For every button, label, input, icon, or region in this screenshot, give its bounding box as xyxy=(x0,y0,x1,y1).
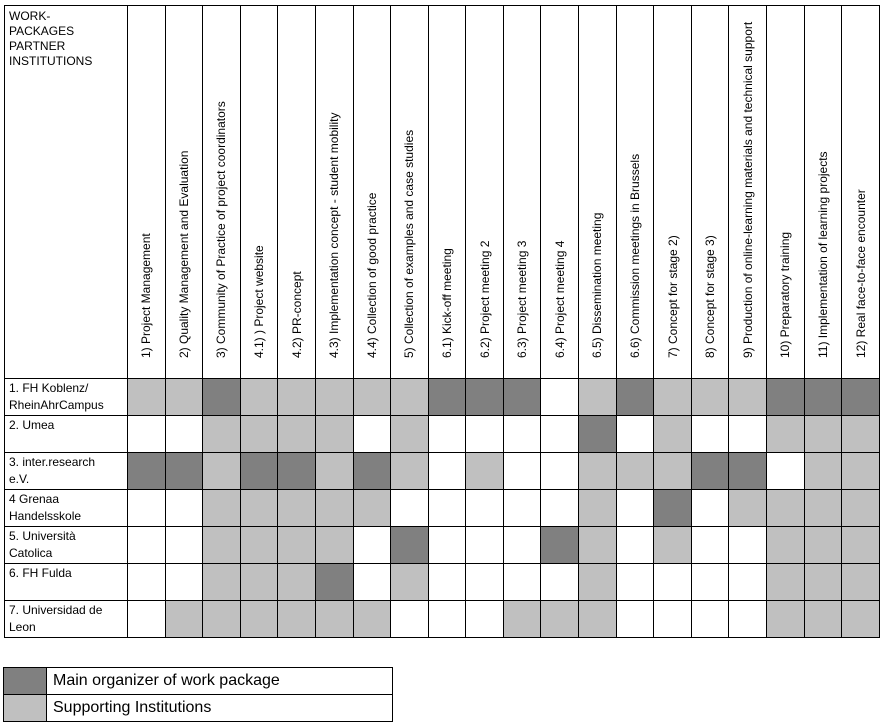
matrix-body xyxy=(5,379,880,638)
participation-cell-support xyxy=(391,564,429,601)
participation-cell-none xyxy=(616,564,654,601)
participation-cell-support xyxy=(353,601,391,638)
work-package-header xyxy=(616,6,654,379)
work-package-label: 3) Community of Practice of project coordinators xyxy=(214,101,229,358)
work-package-header xyxy=(541,6,579,379)
participation-cell-none xyxy=(127,490,165,527)
participation-cell-none xyxy=(729,416,767,453)
work-package-header xyxy=(165,6,203,379)
participation-cell-support xyxy=(278,416,316,453)
participation-cell-none xyxy=(428,416,466,453)
legend xyxy=(3,667,393,722)
work-package-label: 6.4) Project meeting 4 xyxy=(552,240,567,358)
participation-cell-support xyxy=(203,564,241,601)
work-package-header xyxy=(315,6,353,379)
participation-cell-none xyxy=(541,416,579,453)
participation-cell-support xyxy=(842,453,880,490)
participation-cell-support xyxy=(278,601,316,638)
participation-cell-none xyxy=(691,601,729,638)
participation-cell-support xyxy=(842,490,880,527)
participation-cell-support xyxy=(240,416,278,453)
participation-cell-support xyxy=(315,490,353,527)
work-package-label: 4.2) PR-concept xyxy=(289,271,304,358)
participation-cell-main xyxy=(842,379,880,416)
participation-cell-main xyxy=(804,379,842,416)
participation-cell-support xyxy=(541,601,579,638)
participation-cell-main xyxy=(691,453,729,490)
partner-row xyxy=(5,490,880,527)
participation-cell-main xyxy=(278,453,316,490)
participation-cell-support xyxy=(616,453,654,490)
participation-cell-support xyxy=(315,601,353,638)
work-package-header xyxy=(391,6,429,379)
participation-cell-none xyxy=(428,564,466,601)
participation-cell-none xyxy=(127,416,165,453)
participation-cell-support xyxy=(315,527,353,564)
participation-cell-support xyxy=(353,379,391,416)
participation-cell-none xyxy=(616,601,654,638)
participation-cell-support xyxy=(315,379,353,416)
participation-cell-support xyxy=(203,601,241,638)
participation-cell-support xyxy=(804,564,842,601)
work-package-label: 1) Project Management xyxy=(139,233,154,358)
partner-name: 1. FH Koblenz/ RheinAhrCampus xyxy=(5,379,128,416)
participation-cell-support xyxy=(278,379,316,416)
partner-name: 6. FH Fulda xyxy=(5,564,128,601)
work-package-label: 4.4) Collection of good practice xyxy=(364,192,379,358)
participation-cell-none xyxy=(127,601,165,638)
legend-swatch-support xyxy=(4,695,47,722)
work-package-matrix xyxy=(4,5,880,638)
participation-cell-none xyxy=(503,490,541,527)
work-package-header xyxy=(804,6,842,379)
participation-cell-main xyxy=(240,453,278,490)
work-package-label: 5) Collection of examples and case studies xyxy=(402,129,417,358)
legend-label-support: Supporting Institutions xyxy=(47,695,393,722)
participation-cell-support xyxy=(579,564,617,601)
partner-name: 2. Umea xyxy=(5,416,128,453)
work-package-label: 11) Implementation of learning projects xyxy=(815,151,830,358)
legend-row-main xyxy=(4,668,393,695)
work-package-label: 6.2) Project meeting 2 xyxy=(477,240,492,358)
work-package-header xyxy=(278,6,316,379)
partner-name: 3. inter.research e.V. xyxy=(5,453,128,490)
participation-cell-support xyxy=(654,379,692,416)
participation-cell-support xyxy=(804,601,842,638)
participation-cell-support xyxy=(804,416,842,453)
participation-cell-none xyxy=(165,527,203,564)
participation-cell-support xyxy=(767,527,805,564)
participation-cell-none xyxy=(691,527,729,564)
participation-cell-support xyxy=(842,527,880,564)
participation-cell-support xyxy=(278,564,316,601)
work-package-label: 4.3) Implementation concept - student mobility xyxy=(327,112,342,358)
participation-cell-support xyxy=(278,527,316,564)
participation-cell-none xyxy=(391,601,429,638)
partner-name: 7. Universidad de Leon xyxy=(5,601,128,638)
participation-cell-support xyxy=(804,490,842,527)
participation-cell-support xyxy=(804,527,842,564)
participation-cell-none xyxy=(729,601,767,638)
participation-cell-none xyxy=(428,527,466,564)
participation-cell-support xyxy=(767,564,805,601)
participation-cell-main xyxy=(127,453,165,490)
participation-cell-main xyxy=(466,379,504,416)
work-package-header xyxy=(466,6,504,379)
participation-cell-support xyxy=(165,379,203,416)
participation-cell-support xyxy=(654,453,692,490)
participation-cell-main xyxy=(654,490,692,527)
participation-cell-support xyxy=(804,453,842,490)
participation-cell-main xyxy=(428,379,466,416)
participation-cell-support xyxy=(767,490,805,527)
participation-cell-support xyxy=(503,601,541,638)
participation-cell-support xyxy=(240,601,278,638)
participation-cell-support xyxy=(203,490,241,527)
participation-cell-none xyxy=(353,564,391,601)
participation-cell-main xyxy=(165,453,203,490)
partner-name: 4 Grenaa Handelsskole xyxy=(5,490,128,527)
work-package-header xyxy=(353,6,391,379)
partner-name: 5. Università Catolica xyxy=(5,527,128,564)
participation-cell-none xyxy=(729,564,767,601)
header-row xyxy=(5,6,880,379)
participation-cell-support xyxy=(315,416,353,453)
participation-cell-main xyxy=(353,453,391,490)
participation-cell-none xyxy=(541,564,579,601)
participation-cell-none xyxy=(127,527,165,564)
participation-cell-main xyxy=(315,564,353,601)
participation-cell-support xyxy=(240,379,278,416)
participation-cell-main xyxy=(503,379,541,416)
participation-cell-none xyxy=(691,416,729,453)
participation-cell-support xyxy=(203,416,241,453)
participation-cell-none xyxy=(654,601,692,638)
participation-cell-support xyxy=(729,490,767,527)
participation-cell-support xyxy=(127,379,165,416)
participation-cell-none xyxy=(466,490,504,527)
participation-cell-support xyxy=(691,379,729,416)
participation-cell-none xyxy=(767,453,805,490)
participation-cell-support xyxy=(579,527,617,564)
participation-cell-none xyxy=(428,490,466,527)
participation-cell-none xyxy=(127,564,165,601)
participation-cell-none xyxy=(353,416,391,453)
participation-cell-support xyxy=(579,453,617,490)
participation-cell-support xyxy=(240,490,278,527)
participation-cell-none xyxy=(391,490,429,527)
work-package-header xyxy=(203,6,241,379)
participation-cell-none xyxy=(466,601,504,638)
work-package-header xyxy=(240,6,278,379)
corner-header: WORK- PACKAGES PARTNER INSTITUTIONS xyxy=(5,6,128,379)
participation-cell-support xyxy=(729,379,767,416)
participation-cell-none xyxy=(428,601,466,638)
participation-cell-none xyxy=(428,453,466,490)
work-package-header xyxy=(654,6,692,379)
participation-cell-support xyxy=(579,601,617,638)
work-package-label: 7) Concept for stage 2) xyxy=(665,235,680,358)
participation-cell-support xyxy=(203,527,241,564)
work-package-label: 6.6) Commission meetings in Brussels xyxy=(627,153,642,358)
participation-cell-none xyxy=(616,527,654,564)
work-package-header xyxy=(127,6,165,379)
participation-cell-support xyxy=(579,379,617,416)
participation-cell-none xyxy=(541,379,579,416)
work-package-header xyxy=(691,6,729,379)
participation-cell-support xyxy=(391,453,429,490)
participation-cell-main xyxy=(729,453,767,490)
work-package-header xyxy=(767,6,805,379)
work-package-label: 12) Real face-to-face encounter xyxy=(853,189,868,358)
work-package-header xyxy=(428,6,466,379)
participation-cell-support xyxy=(165,601,203,638)
participation-cell-none xyxy=(466,527,504,564)
participation-cell-support xyxy=(767,601,805,638)
participation-cell-main xyxy=(767,379,805,416)
work-package-label: 6.5) Dissemination meeting xyxy=(590,212,605,358)
participation-cell-none xyxy=(165,416,203,453)
work-package-header xyxy=(842,6,880,379)
participation-cell-none xyxy=(466,416,504,453)
participation-cell-support xyxy=(767,416,805,453)
work-package-label: 6.1) Kick-off meeting xyxy=(440,248,454,358)
participation-cell-support xyxy=(240,527,278,564)
participation-cell-none xyxy=(503,453,541,490)
partner-row xyxy=(5,564,880,601)
work-package-header xyxy=(579,6,617,379)
participation-cell-support xyxy=(391,379,429,416)
work-package-header xyxy=(729,6,767,379)
participation-cell-none xyxy=(541,490,579,527)
participation-cell-support xyxy=(240,564,278,601)
partner-row xyxy=(5,416,880,453)
participation-cell-none xyxy=(165,564,203,601)
participation-cell-none xyxy=(503,564,541,601)
participation-cell-none xyxy=(691,564,729,601)
participation-cell-none xyxy=(616,416,654,453)
participation-cell-main xyxy=(579,416,617,453)
work-package-label: 9) Production of online-learning materials and technical support xyxy=(740,21,755,358)
participation-cell-none xyxy=(503,527,541,564)
participation-cell-support xyxy=(579,490,617,527)
work-package-label: 6.3) Project meeting 3 xyxy=(515,240,530,358)
partner-row xyxy=(5,453,880,490)
participation-cell-support xyxy=(654,416,692,453)
participation-cell-support xyxy=(466,453,504,490)
participation-cell-main xyxy=(391,527,429,564)
participation-cell-none xyxy=(353,527,391,564)
work-package-label: 2) Quality Management and Evaluation xyxy=(176,150,191,358)
legend-label-main: Main organizer of work package xyxy=(47,668,393,695)
participation-cell-support xyxy=(842,601,880,638)
participation-cell-main xyxy=(203,379,241,416)
participation-cell-support xyxy=(203,453,241,490)
participation-cell-main xyxy=(541,527,579,564)
participation-cell-none xyxy=(691,490,729,527)
partner-row xyxy=(5,379,880,416)
work-package-label: 4.1) ) Project website xyxy=(252,245,267,358)
participation-cell-none xyxy=(466,564,504,601)
participation-cell-none xyxy=(541,453,579,490)
participation-cell-support xyxy=(278,490,316,527)
participation-cell-support xyxy=(842,416,880,453)
legend-row-support xyxy=(4,695,393,722)
participation-cell-support xyxy=(315,453,353,490)
participation-cell-support xyxy=(391,416,429,453)
participation-cell-none xyxy=(616,490,654,527)
participation-cell-none xyxy=(503,416,541,453)
work-package-label: 8) Concept for stage 3) xyxy=(703,235,718,358)
participation-cell-support xyxy=(654,527,692,564)
partner-row xyxy=(5,527,880,564)
participation-cell-none xyxy=(165,490,203,527)
legend-swatch-main xyxy=(4,668,47,695)
participation-cell-none xyxy=(729,527,767,564)
work-package-header xyxy=(503,6,541,379)
participation-cell-support xyxy=(842,564,880,601)
participation-cell-main xyxy=(616,379,654,416)
partner-row xyxy=(5,601,880,638)
work-package-label: 10) Preparatory training xyxy=(778,231,793,358)
participation-cell-none xyxy=(654,564,692,601)
participation-cell-support xyxy=(353,490,391,527)
